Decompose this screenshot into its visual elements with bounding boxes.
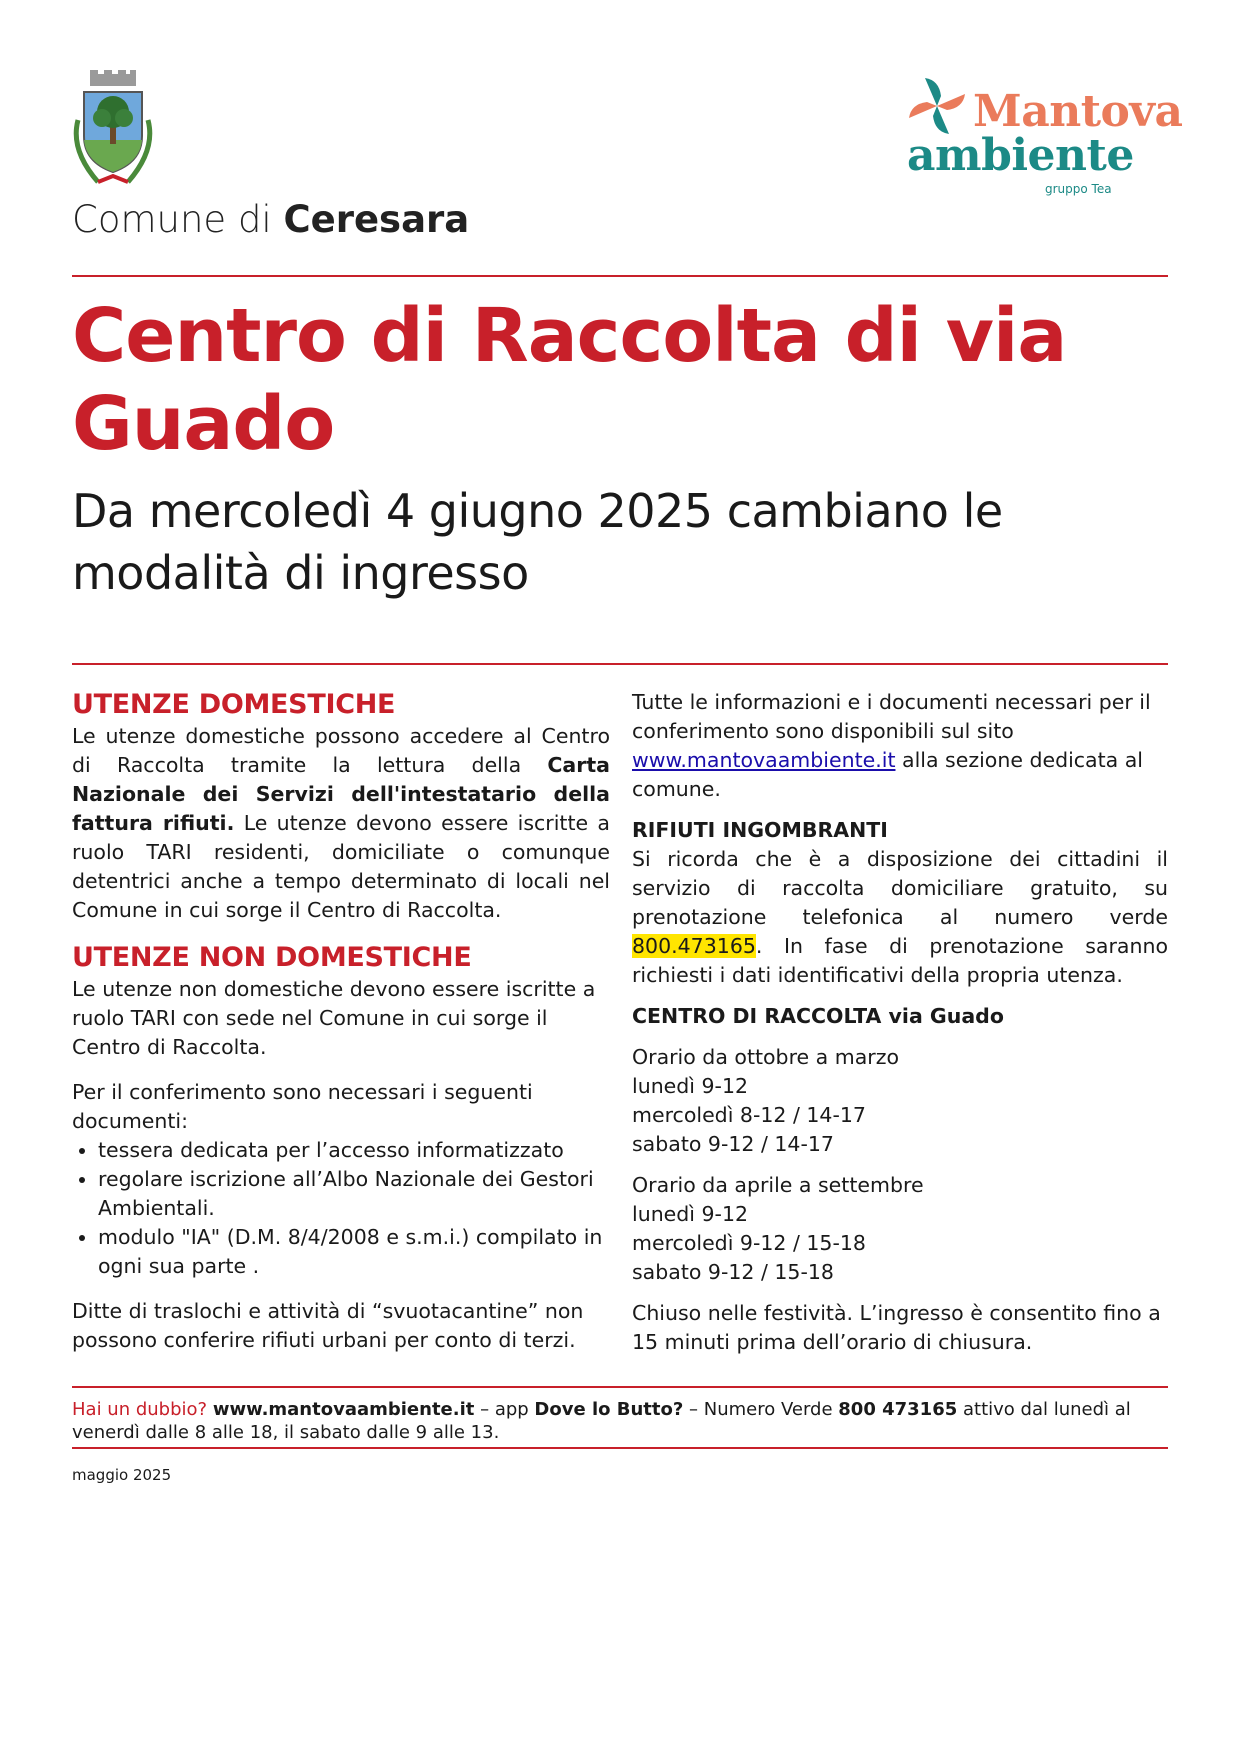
footer-sep: – Numero Verde [683, 1399, 839, 1420]
comune-heading [72, 198, 469, 241]
info-text [632, 688, 1168, 804]
conferimento-intro: Per il conferimento sono necessari i seguenti documenti: [72, 1080, 533, 1133]
footer-sep: – app [474, 1399, 535, 1420]
page-subtitle: Da mercoledì 4 giugno 2025 cambiano le modalità di ingresso [72, 484, 1003, 600]
mantova-ambiente-logo [905, 72, 1183, 202]
hours-line: mercoledì 9-12 / 15-18 [632, 1231, 866, 1255]
pinwheel-icon [905, 74, 969, 138]
section-heading-ingombranti: RIFIUTI INGOMBRANTI [632, 818, 888, 842]
info-text-part1: Tutte le informazioni e i documenti necessari per il conferimento sono disponibili sul sito [632, 690, 1151, 743]
comune-name: Ceresara [283, 198, 470, 241]
publication-date: maggio 2025 [72, 1466, 172, 1484]
list-item: • regolare iscrizione all’Albo Nazionale dei Gestori Ambientali. [98, 1165, 610, 1223]
winter-hours-title: Orario da ottobre a marzo [632, 1045, 900, 1069]
divider-top [72, 275, 1168, 277]
coat-of-arms-icon [68, 70, 158, 192]
section-heading-domestiche: UTENZE DOMESTICHE [72, 689, 396, 720]
domestiche-text-part2: Le utenze devono essere iscritte a ruolo TARI residenti, domiciliate o comunque detentrici anche a tempo determinato di locali nel Comune in cui sorge il Centro di Raccolta. [72, 811, 610, 922]
section-heading-centro: CENTRO DI RACCOLTA via Guado [632, 1004, 1004, 1028]
hours-line: lunedì 9-12 [632, 1074, 749, 1098]
domestiche-text-bold: Carta Nazionale dei Servizi dell'intestatario della fattura rifiuti. [72, 753, 610, 835]
summer-hours-title: Orario da aprile a settembre [632, 1173, 924, 1197]
hours-line: mercoledì 8-12 / 14-17 [632, 1103, 866, 1127]
footer-app: Dove lo Butto? [534, 1399, 684, 1420]
footer-info [72, 1398, 1168, 1444]
closing-note: Chiuso nelle festività. L’ingresso è consentito fino a 15 minuti prima dell’orario di chiusura. [632, 1301, 1161, 1354]
left-column [72, 688, 610, 1355]
list-item: • tessera dedicata per l’accesso informatizzato [98, 1136, 610, 1165]
non-domestiche-text: Le utenze non domestiche devono essere iscritte a ruolo TARI con sede nel Comune in cui sorge il Centro di Raccolta. [72, 977, 596, 1059]
website-link[interactable]: www.mantovaambiente.it [632, 748, 896, 772]
comune-prefix: Comune di [72, 198, 284, 241]
divider-footer-top [72, 1386, 1168, 1388]
logo-mantova: Mantova [973, 86, 1183, 137]
hours-line: sabato 9-12 / 15-18 [632, 1260, 834, 1284]
footer-hours: attivo dal lunedì al venerdì dalle 8 alle 18, il sabato dalle 9 alle 13. [72, 1399, 1131, 1443]
footer-question: Hai un dubbio? [72, 1399, 208, 1420]
documents-list [72, 1136, 610, 1281]
divider-footer-bottom [72, 1447, 1168, 1449]
info-text-part2: alla sezione dedicata al comune. [632, 748, 1143, 801]
section-heading-non-domestiche: UTENZE NON DOMESTICHE [72, 942, 472, 973]
hours-line: sabato 9-12 / 14-17 [632, 1132, 834, 1156]
ingombranti-text-part1: Si ricorda che è a disposizione dei cittadini il servizio di raccolta domiciliare gratuito, su prenotazione telefonica al numero verde [632, 847, 1168, 929]
traslochi-text: Ditte di traslochi e attività di “svuotacantine” non possono conferire rifiuti urbani per conto di terzi. [72, 1299, 584, 1352]
hours-line: lunedì 9-12 [632, 1202, 749, 1226]
page-title: Centro di Raccolta di via Guado [72, 293, 1067, 467]
toll-free-number: 800.473165 [632, 934, 756, 958]
footer-site[interactable]: www.mantovaambiente.it [212, 1399, 475, 1420]
divider-content [72, 663, 1168, 665]
ingombranti-text [632, 845, 1168, 990]
domestiche-text [72, 722, 610, 925]
right-column [632, 688, 1168, 1357]
logo-gruppo-tea: gruppo Tea [1045, 182, 1112, 196]
domestiche-text-part1: Le utenze domestiche possono accedere al Centro di Raccolta tramite la lettura della [72, 724, 610, 777]
footer-number: 800 473165 [838, 1399, 958, 1420]
logo-ambiente: ambiente [907, 130, 1134, 181]
list-item: • modulo "IA" (D.M. 8/4/2008 e s.m.i.) compilato in ogni sua parte . [98, 1223, 610, 1281]
ingombranti-text-part2: . In fase di prenotazione saranno richiesti i dati identificativi della propria utenza. [632, 934, 1168, 987]
